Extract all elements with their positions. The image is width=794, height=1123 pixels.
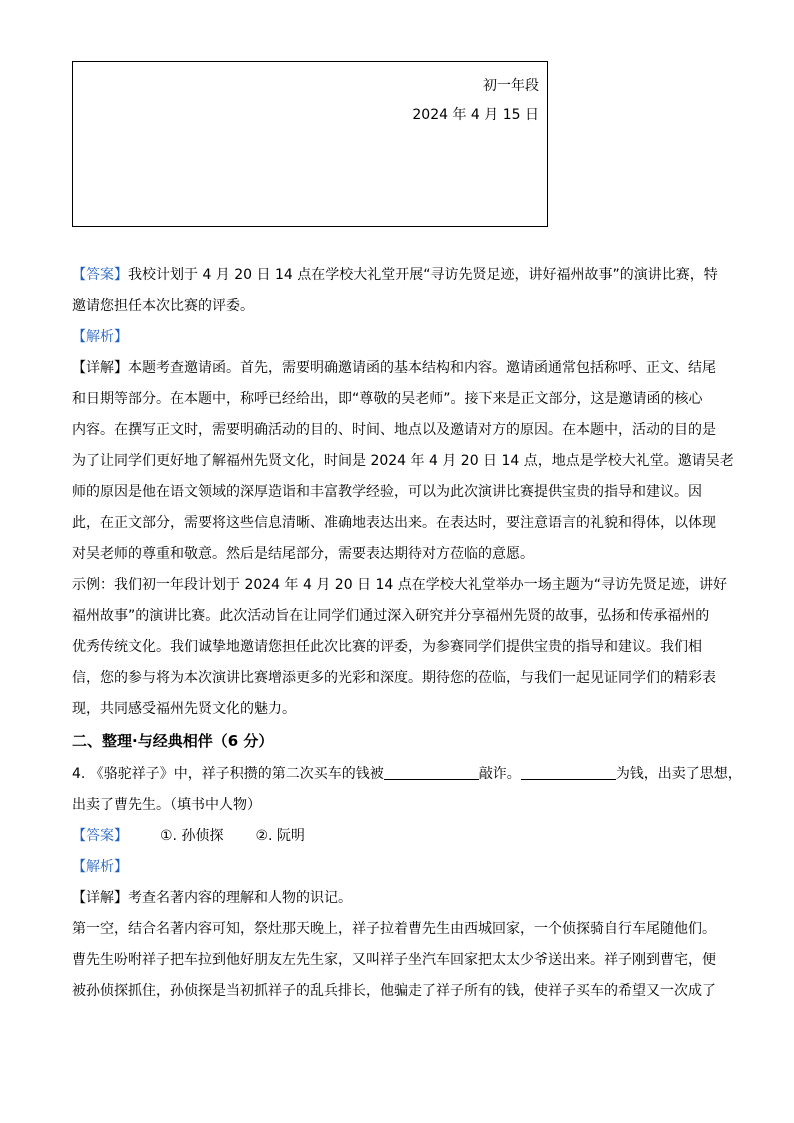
q3-answer-line-1	[72, 265, 718, 285]
q4-blank-2	[521, 765, 616, 780]
answer-tag: 【答案】	[72, 267, 128, 283]
q3-detail-line-6: 此，在正文部分，需要将这些信息清晰、准确地表达出来。在表达时，要注意语言的礼貌和得体，以体现	[72, 515, 716, 531]
letter-date: 2024 年 4 月 15 日	[412, 107, 539, 123]
q4-stem-part-c: 为钱，出卖了思想，	[615, 766, 742, 782]
q3-example-line-4: 信，您的参与将为本次演讲比赛增添更多的光彩和深度。期待您的莅临，与我们一起见证同学们的精彩表	[72, 670, 716, 686]
q4-blank-1	[384, 765, 479, 780]
q4-detail-line-2: 第一空，结合名著内容可知，祭灶那天晚上，祥子拉着曹先生由西城回家，一个侦探骑自行车尾随他们。	[72, 921, 716, 937]
q4-answer-line	[72, 826, 305, 846]
q3-example-line-3: 优秀传统文化。我们诚挚地邀请您担任此次比赛的评委，为参赛同学们提供宝贵的指导和建议。我们相	[72, 639, 702, 655]
q4-answer-1: ①. 孙侦探	[160, 828, 224, 844]
q3-detail-line-3: 内容。在撰写正文时，需要明确活动的目的、时间、地点以及邀请对方的原因。在本题中，活动的目的是	[72, 422, 716, 438]
letter-sender: 初一年段	[483, 78, 539, 94]
section-2-heading: 二、整理·与经典相伴（6 分）	[72, 732, 274, 750]
q4-detail-line-3: 曹先生吩咐祥子把车拉到他好朋友左先生家，又叫祥子坐汽车回家把太太少爷送出来。祥子刚到曹宅，便	[72, 952, 716, 968]
q4-stem-part-b: 敲诈。	[478, 766, 521, 782]
q4-detail-line-4: 被孙侦探抓住，孙侦探是当初抓祥子的乱兵排长，他骗走了祥子所有的钱，使祥子买车的希望又一次成了	[72, 983, 716, 999]
q4-detail-text-1: 考查名著内容的理解和人物的识记。	[128, 890, 352, 906]
q4-detail-line-1	[72, 888, 352, 908]
q3-detail-line-4: 为了让同学们更好地了解福州先贤文化，时间是 2024 年 4 月 20 日 14 点，地点是学校大礼堂。邀请吴老	[72, 453, 734, 469]
q3-detail-text-1: 本题考查邀请函。首先，需要明确邀请函的基本结构和内容。邀请函通常包括称呼、正文、结尾	[128, 360, 716, 376]
q3-example-line-2: 福州故事”的演讲比赛。此次活动旨在让同学们通过深入研究并分享福州先贤的故事，弘扬和传承福州的	[72, 608, 710, 624]
q3-detail-line-2: 和日期等部分。在本题中，称呼已经给出，即“尊敬的吴老师”。接下来是正文部分，这是邀请函的核心	[72, 391, 703, 407]
q3-analysis-tag: 【解析】	[72, 329, 128, 345]
invitation-letter-box	[72, 61, 548, 227]
q3-detail-line-7: 对吴老师的尊重和敬意。然后是结尾部分，需要表达期待对方莅临的意愿。	[72, 546, 534, 562]
q3-example-line-5: 现，共同感受福州先贤文化的魅力。	[72, 701, 296, 717]
q4-answer-2: ②. 阮明	[255, 828, 305, 844]
answer-tag: 【答案】	[72, 828, 128, 844]
q3-answer-text-1: 我校计划于 4 月 20 日 14 点在学校大礼堂开展“寻访先贤足迹，讲好福州故事”的演讲比赛，特	[128, 267, 718, 283]
detail-tag: 【详解】	[72, 360, 128, 376]
q4-stem-line-1	[72, 764, 742, 784]
q4-stem-part-a: 4. 《骆驼祥子》中，祥子积攒的第二次买车的钱被	[72, 766, 384, 782]
q3-detail-line-5: 师的原因是他在语文领域的深厚造诣和丰富教学经验，可以为此次演讲比赛提供宝贵的指导和建议。因	[72, 484, 702, 500]
detail-tag: 【详解】	[72, 890, 128, 906]
q3-example-line-1: 示例：我们初一年段计划于 2024 年 4 月 20 日 14 点在学校大礼堂举办一场主题为“寻访先贤足迹，讲好	[72, 577, 728, 593]
q3-answer-line-2: 邀请您担任本次比赛的评委。	[72, 298, 254, 314]
q3-detail-line-1	[72, 358, 716, 378]
q4-analysis-tag: 【解析】	[72, 859, 128, 875]
q4-stem-line-2: 出卖了曹先生。（填书中人物）	[72, 797, 261, 813]
